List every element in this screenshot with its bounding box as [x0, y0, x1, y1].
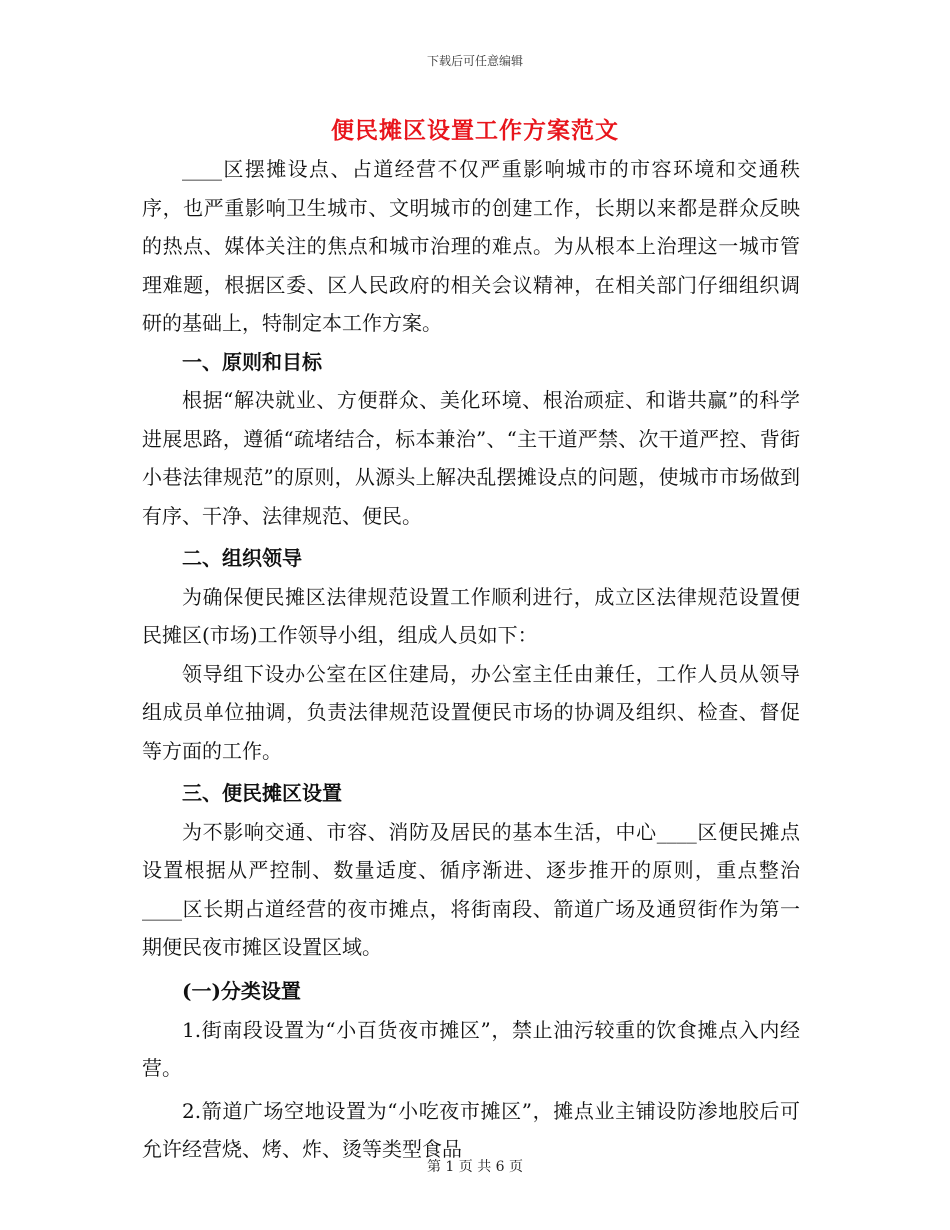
section-heading-classification: (一)分类设置	[182, 978, 301, 1003]
classification-item-2: 2.箭道广场空地设置为“小吃夜市摊区”，摊点业主铺设防渗地胶后可允许经营烧、烤、炸、烫等类型食品	[142, 1098, 800, 1161]
classification-item-1: 1.街南段设置为“小百货夜市摊区”，禁止油污较重的饮食摊点入内经营。	[142, 1017, 800, 1080]
organization-paragraph-2: 领导组下设办公室在区住建局，办公室主任由兼任，工作人员从领导组成员单位抽调，负责法律规范设置便民市场的协调及组织、检查、督促等方面的工作。	[142, 661, 800, 763]
section-heading-principles: 一、原则和目标	[182, 349, 322, 374]
principles-paragraph: 根据“解决就业、方便群众、美化环境、根治顽症、和谐共赢”的科学进展思路，遵循“疏堵结合，标本兼治”、“主干道严禁、次干道严控、背街小巷法律规范”的原则，从源头上解决乱摆摊设点的问题，使城市市场做到有序、干净、法律规范、便民。	[142, 388, 800, 528]
organization-paragraph-1: 为确保便民摊区法律规范设置工作顺利进行，成立区法律规范设置便民摊区(市场)工作领导小组，组成人员如下：	[142, 584, 800, 647]
document-title: 便民摊区设置工作方案范文	[331, 117, 619, 144]
page-number: 第 1 页 共 6 页	[426, 1159, 524, 1175]
intro-paragraph: ____区摆摊设点、占道经营不仅严重影响城市的市容环境和交通秩序，也严重影响卫生城市、文明城市的创建工作，长期以来都是群众反映的热点、媒体关注的焦点和城市治理的难点。为从根本上治理这一城市管理难题，根据区委、区人民政府的相关会议精神，在相关部门仔细组织调研的基础上，特制定本工作方案。	[142, 157, 800, 335]
section-heading-organization: 二、组织领导	[182, 546, 302, 570]
stall-setup-paragraph: 为不影响交通、市容、消防及居民的基本生活，中心____区便民摊点设置根据从严控制、数量适度、循序渐进、逐步推开的原则，重点整治____区长期占道经营的夜市摊点，将街南段、箭道广场及通贸街作为第一期便民夜市摊区设置区域。	[142, 819, 800, 959]
section-heading-stall-setup: 三、便民摊区设置	[182, 781, 342, 805]
header-note: 下载后可任意编辑	[426, 54, 523, 68]
document-body	[142, 150, 800, 1169]
